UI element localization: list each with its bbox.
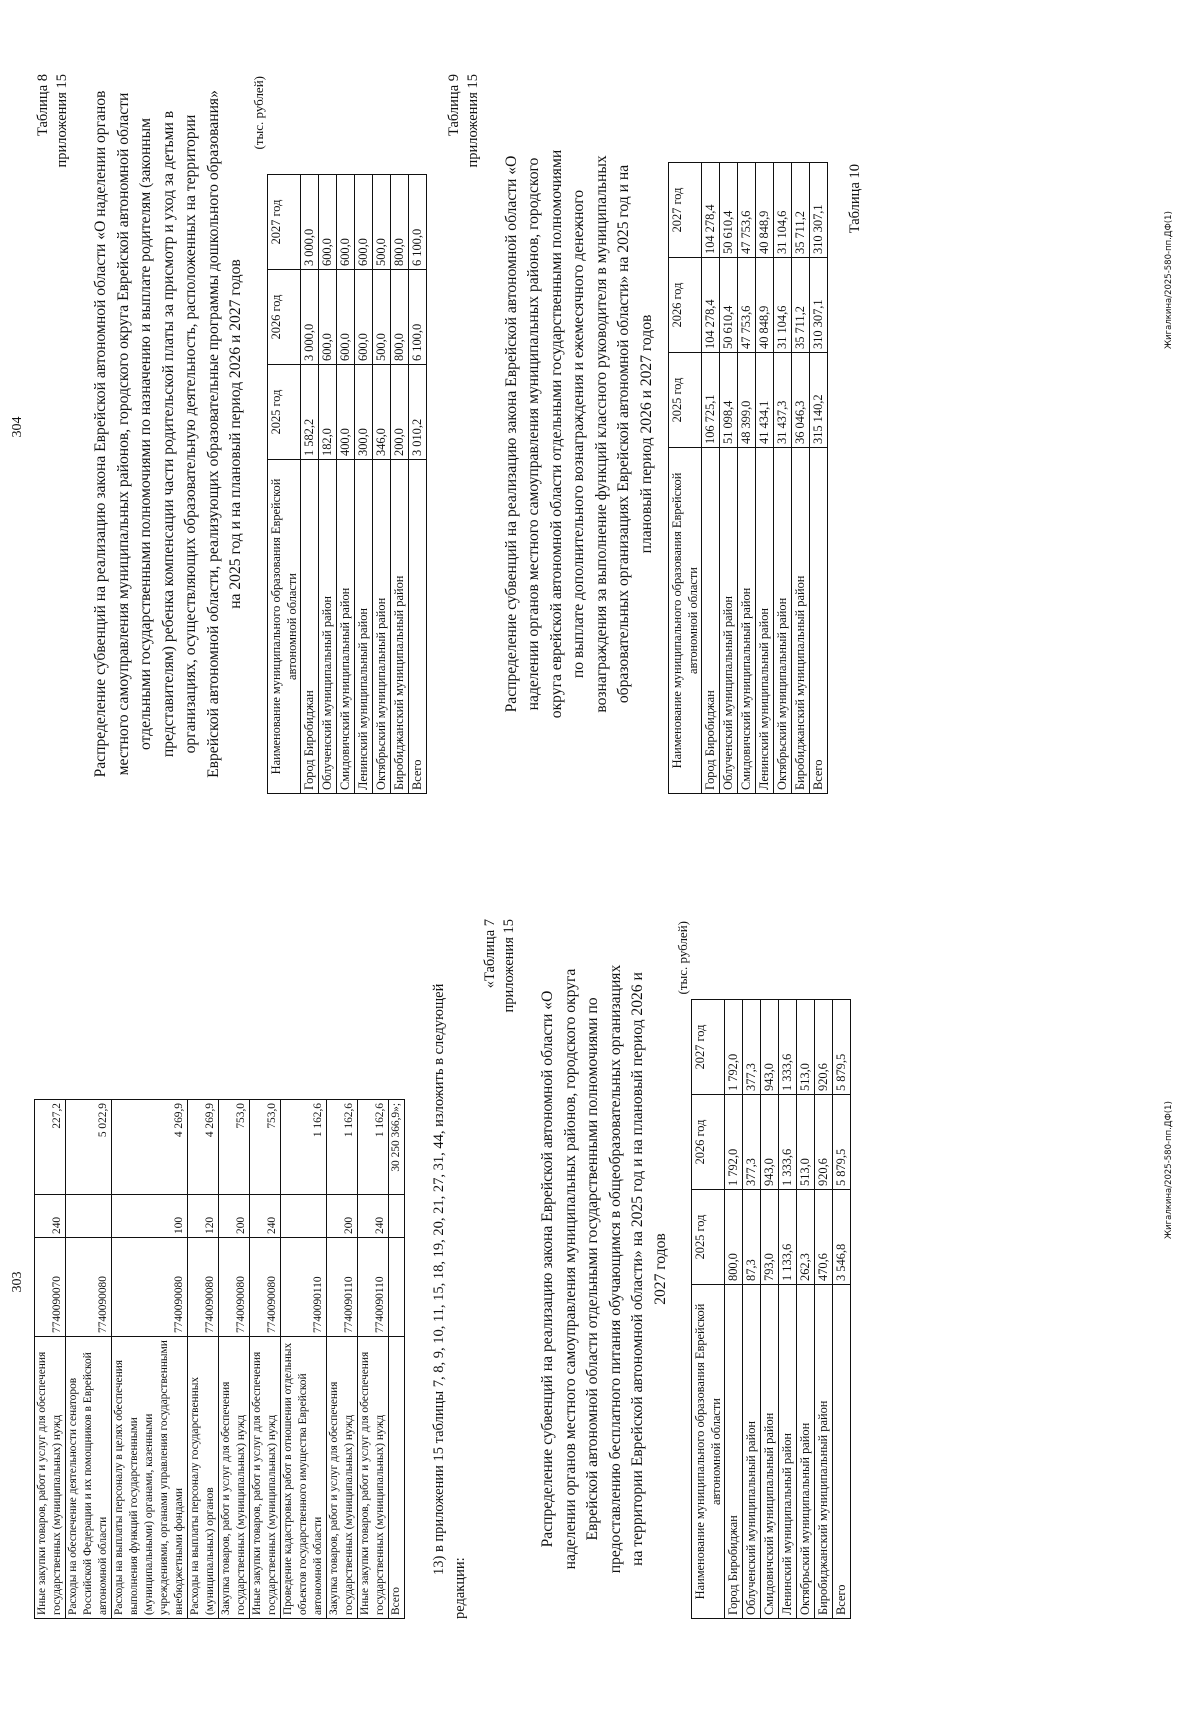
column-header: 2027 год <box>669 163 702 258</box>
value-cell: 470,6 <box>815 1190 833 1285</box>
expense-name-cell: Иные закупки товаров, работ и услуг для обеспечения государственных (муниципальных) нужд <box>358 1337 389 1619</box>
table-row <box>318 175 336 794</box>
column-header: 2025 год <box>669 353 702 448</box>
municipality-cell: Облученский муниципальный район <box>743 1285 761 1619</box>
document-footer: Жигалкина/2025-580-пп.ДФ(1) <box>1164 211 1174 349</box>
amount-cell: 1 162,6 <box>358 1100 389 1195</box>
table-row <box>833 1000 851 1619</box>
target-code-cell: 7740090110 <box>281 1238 327 1337</box>
table-row <box>779 1000 797 1619</box>
value-cell: 500,0 <box>372 270 390 365</box>
value-cell: 3 546,8 <box>833 1190 851 1285</box>
value-cell: 35 711,2 <box>792 163 810 258</box>
expense-type-cell: 100 <box>112 1195 188 1238</box>
table-body <box>725 1000 851 1619</box>
municipality-cell: Биробиджанский муниципальный район <box>815 1285 833 1619</box>
value-cell: 513,0 <box>797 1000 815 1095</box>
expense-name-cell: Иные закупки товаров, работ и услуг для обеспечения государственных (муниципальных) нужд <box>250 1337 281 1619</box>
value-cell: 47 753,6 <box>738 163 756 258</box>
value-cell: 800,0 <box>725 1190 743 1285</box>
value-cell: 600,0 <box>336 270 354 365</box>
target-code-cell: 7740090080 <box>188 1238 219 1337</box>
table-header-row <box>267 175 300 794</box>
table-row <box>35 1100 66 1619</box>
municipality-cell: Октябрьский муниципальный район <box>774 448 792 794</box>
table-row <box>66 1100 112 1619</box>
value-cell: 182,0 <box>318 365 336 460</box>
value-cell: 5 879,5 <box>833 1000 851 1095</box>
budget-table <box>34 1099 405 1619</box>
value-cell: 600,0 <box>318 270 336 365</box>
table-row <box>725 1000 743 1619</box>
value-cell: 400,0 <box>336 365 354 460</box>
budget-table-body <box>35 1100 405 1619</box>
page-304 <box>0 0 1200 854</box>
municipality-cell: Облученский муниципальный район <box>318 460 336 794</box>
value-cell: 104 278,4 <box>702 258 720 353</box>
table-header-row <box>692 1000 725 1619</box>
table-row <box>408 175 426 794</box>
value-cell: 3 000,0 <box>300 270 318 365</box>
table-title: Распределение субвенций на реализацию закона Еврейской автономной области «О наделении органов местного самоуправления муниципальных районов, городского округа Еврейской автономной области отдельными государственными полномочиями по предоставлению бесплатного питания обучающимся в общеобразовательных организациях на территории Еврейской автономной области» на 2025 год и на плановый период 2026 и 2027 годов <box>539 964 669 1574</box>
municipality-cell: Город Биробиджан <box>300 460 318 794</box>
expense-name-cell: Закупка товаров, работ и услуг для обеспечения государственных (муниципальных) нужд <box>219 1337 250 1619</box>
municipality-cell: Всего <box>408 460 426 794</box>
document-footer: Жигалкина/2025-580-пп.ДФ(1) <box>1164 1101 1174 1239</box>
table-label-appendix: приложения 15 <box>501 919 517 1013</box>
table-title: Распределение субвенций на реализацию закона Еврейской автономной области «О наделении органов местного самоуправления муниципальных районов, городского округа Еврейской автономной области отдельными государственными полномочиями по назначению и выплате родителям (законным представителям) ребенка компенсации части родительской платы за присмотр и уход за детьми в организациях, осуществляющих образовательную деятельность, расположенных на территории Еврейской автономной области, реализующих образовательные программы дошкольного образования» на 2025 год и на плановый период 2026 и 2027 годов <box>92 90 244 778</box>
amount-cell: 1 162,6 <box>281 1100 327 1195</box>
value-cell: 1 792,0 <box>725 1095 743 1190</box>
target-code-cell: 7740090080 <box>66 1238 112 1337</box>
value-cell: 1 333,6 <box>779 1095 797 1190</box>
expense-type-cell: 240 <box>358 1195 389 1238</box>
table-body <box>300 175 426 794</box>
column-header: 2027 год <box>692 1000 725 1095</box>
municipality-cell: Ленинский муниципальный район <box>354 460 372 794</box>
value-cell: 31 104,6 <box>774 163 792 258</box>
municipality-cell: Ленинский муниципальный район <box>756 448 774 794</box>
municipality-cell: Всего <box>810 448 828 794</box>
table-row <box>738 163 756 794</box>
target-code-cell: 7740090070 <box>35 1238 66 1337</box>
expense-name-cell: Расходы на выплаты персоналу в целях обеспечения выполнения функций государственными (муниципальными) органами, казенными учреждениями, органами управления государственными внебюджетными фондами <box>112 1337 188 1619</box>
table-row <box>358 1100 389 1619</box>
page-content <box>34 74 865 794</box>
value-cell: 800,0 <box>390 175 408 270</box>
value-cell: 3 000,0 <box>300 175 318 270</box>
page-303 <box>0 855 1200 1709</box>
target-code-cell: 7740090080 <box>219 1238 250 1337</box>
table-row <box>761 1000 779 1619</box>
expense-type-cell <box>389 1195 405 1238</box>
value-cell: 1 582,2 <box>300 365 318 460</box>
target-code-cell: 7740090080 <box>250 1238 281 1337</box>
table-row <box>815 1000 833 1619</box>
value-cell: 104 278,4 <box>702 163 720 258</box>
expense-type-cell <box>281 1195 327 1238</box>
column-header: 2027 год <box>267 175 300 270</box>
expense-type-cell: 200 <box>327 1195 358 1238</box>
table-label: «Таблица 7 <box>482 919 498 989</box>
distribution-table <box>267 174 427 794</box>
value-cell: 310 307,1 <box>810 258 828 353</box>
municipality-cell: Смидовичский муниципальный район <box>761 1285 779 1619</box>
target-code-cell: 7740090110 <box>327 1238 358 1337</box>
table-row <box>797 1000 815 1619</box>
table-body <box>702 163 828 794</box>
expense-type-cell: 200 <box>219 1195 250 1238</box>
value-cell: 600,0 <box>354 270 372 365</box>
distribution-table <box>691 999 851 1619</box>
value-cell: 35 711,2 <box>792 258 810 353</box>
table-row <box>390 175 408 794</box>
municipality-cell: Биробиджанский муниципальный район <box>390 460 408 794</box>
value-cell: 346,0 <box>372 365 390 460</box>
expense-type-cell: 120 <box>188 1195 219 1238</box>
expense-type-cell: 240 <box>35 1195 66 1238</box>
table-row <box>389 1100 405 1619</box>
value-cell: 200,0 <box>390 365 408 460</box>
table-row <box>792 163 810 794</box>
amount-cell: 30 250 366,9»; <box>389 1100 405 1195</box>
table-label-appendix: приложения 15 <box>54 74 70 168</box>
value-cell: 1 792,0 <box>725 1000 743 1095</box>
municipality-cell: Облученский муниципальный район <box>720 448 738 794</box>
value-cell: 5 879,5 <box>833 1095 851 1190</box>
page-content <box>34 919 851 1619</box>
value-cell: 500,0 <box>372 175 390 270</box>
target-code-cell: 7740090110 <box>358 1238 389 1337</box>
expense-name-cell: Всего <box>389 1337 405 1619</box>
amount-cell: 753,0 <box>250 1100 281 1195</box>
value-cell: 48 399,0 <box>738 353 756 448</box>
amount-cell: 4 269,9 <box>112 1100 188 1195</box>
municipality-cell: Город Биробиджан <box>702 448 720 794</box>
value-cell: 920,6 <box>815 1095 833 1190</box>
target-code-cell <box>389 1238 405 1337</box>
column-header: 2025 год <box>692 1190 725 1285</box>
expense-type-cell <box>66 1195 112 1238</box>
table-row <box>300 175 318 794</box>
value-cell: 47 753,6 <box>738 258 756 353</box>
column-header: 2026 год <box>669 258 702 353</box>
table-row <box>188 1100 219 1619</box>
value-cell: 1 133,6 <box>779 1190 797 1285</box>
table-row <box>810 163 828 794</box>
table-row <box>372 175 390 794</box>
value-cell: 40 848,9 <box>756 163 774 258</box>
table-row <box>756 163 774 794</box>
value-cell: 310 307,1 <box>810 163 828 258</box>
value-cell: 800,0 <box>390 270 408 365</box>
value-cell: 87,3 <box>743 1190 761 1285</box>
municipality-cell: Октябрьский муниципальный район <box>372 460 390 794</box>
value-cell: 793,0 <box>761 1190 779 1285</box>
table-row <box>743 1000 761 1619</box>
value-cell: 36 046,3 <box>792 353 810 448</box>
column-header: 2026 год <box>267 270 300 365</box>
table-row <box>336 175 354 794</box>
column-header: Наименование муниципального образования Еврейской автономной области <box>267 460 300 794</box>
units-label: (тыс. рублей) <box>250 76 266 150</box>
value-cell: 51 098,4 <box>720 353 738 448</box>
municipality-cell: Ленинский муниципальный район <box>779 1285 797 1619</box>
table-row <box>354 175 372 794</box>
value-cell: 600,0 <box>336 175 354 270</box>
value-cell: 513,0 <box>797 1095 815 1190</box>
table-row <box>219 1100 250 1619</box>
value-cell: 41 434,1 <box>756 353 774 448</box>
expense-name-cell: Расходы на обеспечение деятельности сенаторов Российской Федерации и их помощников в Еврейской автономной области <box>66 1337 112 1619</box>
value-cell: 920,6 <box>815 1000 833 1095</box>
amount-cell: 4 269,9 <box>188 1100 219 1195</box>
table-label: Таблица 8 <box>35 74 51 137</box>
table-row <box>702 163 720 794</box>
municipality-cell: Биробиджанский муниципальный район <box>792 448 810 794</box>
municipality-cell: Всего <box>833 1285 851 1619</box>
value-cell: 106 725,1 <box>702 353 720 448</box>
value-cell: 300,0 <box>354 365 372 460</box>
table-row <box>250 1100 281 1619</box>
value-cell: 3 010,2 <box>408 365 426 460</box>
value-cell: 315 140,2 <box>810 353 828 448</box>
table-header-row <box>669 163 702 794</box>
municipality-cell: Город Биробиджан <box>725 1285 743 1619</box>
amount-cell: 753,0 <box>219 1100 250 1195</box>
value-cell: 31 437,3 <box>774 353 792 448</box>
expense-name-cell: Иные закупки товаров, работ и услуг для обеспечения государственных (муниципальных) нужд <box>35 1337 66 1619</box>
table-title: Распределение субвенций на реализацию закона Еврейской автономной области «О наделении органов местного самоуправления муниципальных районов, городского округа еврейской автономной области отдельными государственными полномочиями по выплате дополнительного вознаграждения и ежемесячного денежного вознаграждения за выполнение функций классного руководителя в муниципальных образовательных организациях Еврейской автономной области» на 2025 год и на плановый период 2026 и 2027 годов <box>502 149 655 719</box>
expense-name-cell: Проведение кадастровых работ в отношении отдельных объектов государственного имущества Еврейской автономной области <box>281 1337 327 1619</box>
value-cell: 31 104,6 <box>774 258 792 353</box>
value-cell: 50 610,4 <box>720 163 738 258</box>
table-row <box>327 1100 358 1619</box>
column-header: 2026 год <box>692 1095 725 1190</box>
table-row <box>774 163 792 794</box>
value-cell: 40 848,9 <box>756 258 774 353</box>
amendment-text: 13) в приложении 15 таблицы 7, 8, 9, 10, 11, 15, 18, 19, 20, 21, 27, 31, 44, изложить в следующей редакции: <box>431 983 468 1619</box>
amount-cell: 1 162,6 <box>327 1100 358 1195</box>
expense-name-cell: Закупка товаров, работ и услуг для обеспечения государственных (муниципальных) нужд <box>327 1337 358 1619</box>
value-cell: 943,0 <box>761 1000 779 1095</box>
table-row <box>281 1100 327 1619</box>
table-label-appendix: приложения 15 <box>464 74 481 168</box>
value-cell: 6 100,0 <box>408 175 426 270</box>
value-cell: 377,3 <box>743 1095 761 1190</box>
units-label: (тыс. рублей) <box>675 921 690 995</box>
column-header: 2025 год <box>267 365 300 460</box>
value-cell: 377,3 <box>743 1000 761 1095</box>
value-cell: 600,0 <box>318 175 336 270</box>
table-row <box>112 1100 188 1619</box>
value-cell: 1 333,6 <box>779 1000 797 1095</box>
value-cell: 50 610,4 <box>720 258 738 353</box>
value-cell: 6 100,0 <box>408 270 426 365</box>
municipality-cell: Смидовичский муниципальный район <box>336 460 354 794</box>
distribution-table <box>668 162 828 794</box>
table-label: Таблица 10 <box>847 164 863 234</box>
column-header: Наименование муниципального образования Еврейской автономной области <box>692 1285 725 1619</box>
table-label: Таблица 9 <box>445 74 462 137</box>
municipality-cell: Смидовичский муниципальный район <box>738 448 756 794</box>
value-cell: 262,3 <box>797 1190 815 1285</box>
expense-name-cell: Расходы на выплаты персоналу государственных (муниципальных) органов <box>188 1337 219 1619</box>
page-number: 304 <box>10 416 25 438</box>
column-header: Наименование муниципального образования Еврейской автономной области <box>669 448 702 794</box>
table-row <box>720 163 738 794</box>
page-number: 303 <box>10 1271 25 1293</box>
municipality-cell: Октябрьский муниципальный район <box>797 1285 815 1619</box>
amount-cell: 5 022,9 <box>66 1100 112 1195</box>
value-cell: 943,0 <box>761 1095 779 1190</box>
expense-type-cell: 240 <box>250 1195 281 1238</box>
amount-cell: 227,2 <box>35 1100 66 1195</box>
value-cell: 600,0 <box>354 175 372 270</box>
target-code-cell: 7740090080 <box>112 1238 188 1337</box>
